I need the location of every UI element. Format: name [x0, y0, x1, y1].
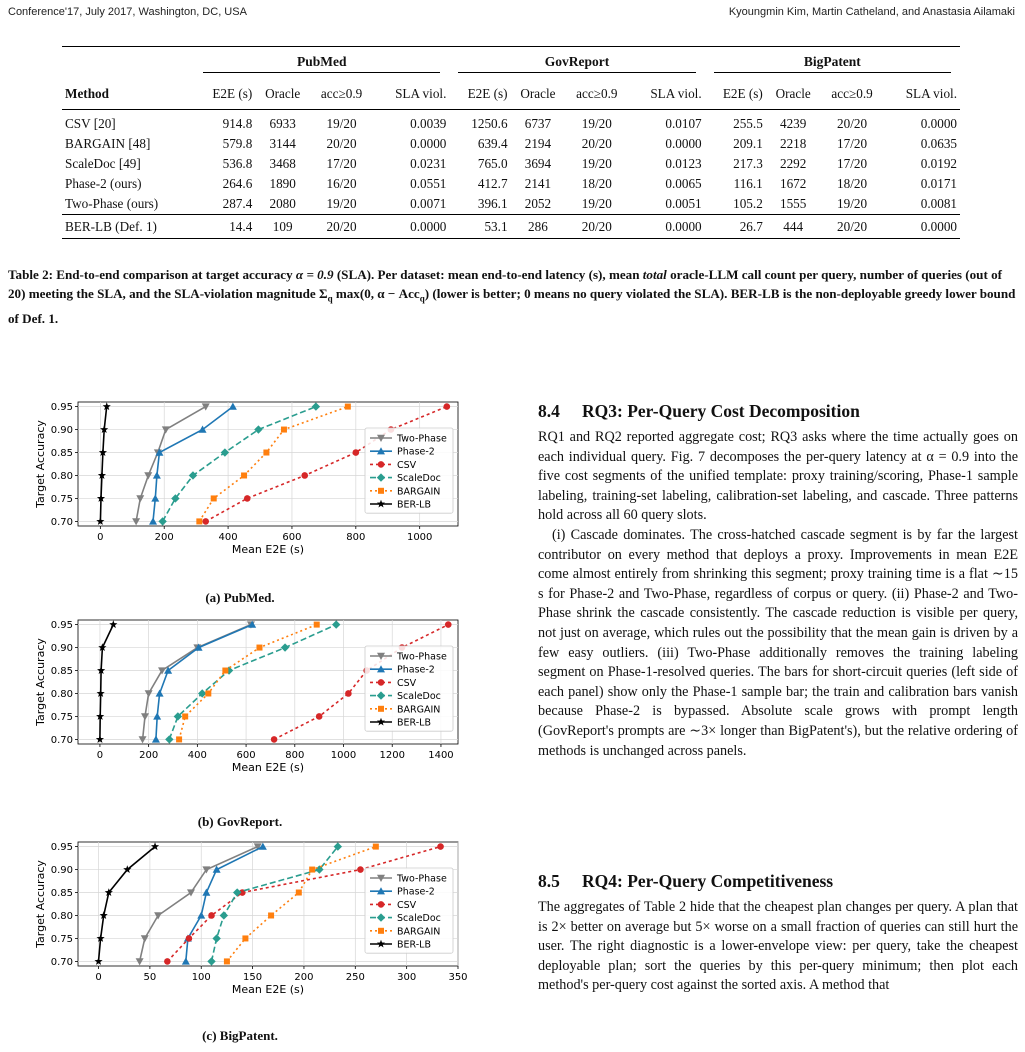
- point-phase-2: [149, 517, 157, 524]
- value-cell: 16/20: [326, 176, 357, 191]
- value-cell: 20/20: [837, 116, 868, 131]
- point-bargain: [182, 713, 188, 719]
- method-cell: BARGAIN [48]: [65, 136, 151, 151]
- value-cell: 536.8: [222, 156, 253, 171]
- point-ber-lb: [109, 620, 117, 628]
- col-e2e: E2E (s): [467, 86, 508, 101]
- point-two-phase: [162, 426, 170, 433]
- value-cell: 287.4: [222, 196, 253, 211]
- value-cell: 19/20: [581, 196, 612, 211]
- value-cell: 0.0000: [410, 136, 447, 151]
- series-line-phase-2: [186, 847, 263, 962]
- col-method: Method: [65, 86, 109, 101]
- section-8-5-body: [538, 898, 1018, 996]
- method-cell: CSV [20]: [65, 116, 116, 131]
- legend-marker: [378, 928, 384, 934]
- x-tick-label: 600: [282, 532, 302, 543]
- value-cell: 2052: [524, 196, 552, 211]
- subcaption-pubmed: (a) PubMed.: [205, 590, 275, 605]
- y-tick-label: 0.80: [50, 910, 73, 922]
- legend-label: BARGAIN: [397, 704, 441, 716]
- point-csv: [164, 958, 171, 965]
- point-bargain: [268, 912, 274, 918]
- subcaption-govreport: (b) GovReport.: [197, 814, 283, 829]
- y-tick-label: 0.85: [50, 448, 73, 460]
- point-scaledoc: [165, 735, 173, 743]
- col-acc: acc≥0.9: [576, 86, 618, 101]
- value-cell: 0.0065: [665, 176, 702, 191]
- table-row: [62, 174, 960, 194]
- col-sla: SLA viol.: [905, 86, 957, 101]
- x-axis-label: Mean E2E (s): [231, 543, 305, 556]
- legend-marker: [378, 706, 384, 712]
- point-two-phase: [139, 736, 147, 743]
- x-tick-label: 200: [154, 532, 174, 543]
- point-two-phase: [154, 912, 162, 919]
- value-cell: 19/20: [326, 196, 357, 211]
- legend-label: Two-Phase: [397, 873, 447, 885]
- point-bargain: [263, 450, 269, 456]
- y-tick-label: 0.70: [50, 734, 73, 746]
- col-sla: SLA viol.: [650, 86, 702, 101]
- point-phase-2: [156, 689, 164, 696]
- point-csv: [445, 621, 452, 628]
- point-phase-2: [229, 403, 237, 410]
- col-e2e: E2E (s): [722, 86, 763, 101]
- y-tick-label: 0.70: [50, 956, 73, 968]
- value-cell: 20/20: [837, 218, 868, 234]
- value-cell: 1672: [779, 176, 807, 191]
- value-cell: 20/20: [581, 218, 612, 234]
- value-cell: 2194: [524, 136, 552, 151]
- y-tick-label: 0.85: [50, 888, 73, 900]
- x-tick-label: 200: [294, 972, 314, 983]
- x-tick-label: 1200: [379, 750, 405, 761]
- point-csv: [353, 449, 360, 456]
- x-tick-label: 600: [236, 750, 256, 761]
- y-tick-label: 0.75: [50, 933, 73, 945]
- point-two-phase: [145, 690, 153, 697]
- point-bargain: [176, 736, 182, 742]
- value-cell: 0.0000: [920, 218, 957, 234]
- section-8-5-heading: 8.5 RQ4: Per-Query Competitiveness: [538, 871, 834, 891]
- point-scaledoc: [198, 689, 206, 697]
- point-bargain: [309, 867, 315, 873]
- value-cell: 209.1: [733, 136, 763, 151]
- x-tick-label: 0: [95, 972, 102, 983]
- value-cell: 1250.6: [471, 116, 508, 131]
- point-scaledoc: [332, 620, 340, 628]
- legend-label: ScaleDoc: [397, 913, 441, 925]
- legend-label: Phase-2: [397, 446, 435, 458]
- point-phase-2: [152, 735, 160, 742]
- table-column-header-row: [62, 79, 960, 110]
- paragraph: RQ1 and RQ2 reported aggregate cost; RQ3 asks where the time actually goes on each individual query. Fig. 7 decomposes the per-query latency at α = 0.9 into the five cost segments of the unified template: proxy training/scoring, Phase-1 sample labeling, training-set labeling, calibration-set labeling, and cascade. Three patterns hold across all 60 query slots.: [538, 429, 1018, 524]
- value-cell: 0.0635: [920, 136, 957, 151]
- group-pubmed: PubMed: [203, 54, 440, 73]
- point-bargain: [345, 404, 351, 410]
- group-bigpatent: BigPatent: [714, 54, 951, 73]
- point-two-phase: [141, 935, 149, 942]
- method-cell: BER-LB (Def. 1): [65, 218, 157, 234]
- value-cell: 444: [783, 218, 804, 234]
- series-line-bargain: [199, 407, 347, 522]
- value-cell: 0.0081: [920, 196, 957, 211]
- value-cell: 0.0000: [665, 136, 702, 151]
- point-two-phase: [132, 518, 140, 525]
- point-phase-2: [153, 712, 161, 719]
- value-cell: 0.0071: [410, 196, 447, 211]
- legend-label: ScaleDoc: [397, 691, 441, 703]
- chart-bigpatent-svg: [20, 836, 480, 1016]
- chart-govreport: [20, 614, 480, 794]
- table-row: [62, 154, 960, 174]
- y-tick-label: 0.75: [50, 493, 73, 505]
- legend-label: Two-Phase: [397, 433, 447, 445]
- method-cell: Phase-2 (ours): [65, 176, 142, 191]
- point-two-phase: [202, 403, 210, 410]
- method-cell: Two-Phase (ours): [65, 196, 159, 211]
- value-cell: 18/20: [837, 176, 868, 191]
- chart-govreport-svg: [20, 614, 480, 794]
- point-bargain: [281, 427, 287, 433]
- value-cell: 412.7: [477, 176, 508, 191]
- section-8-4-body: [538, 428, 1018, 761]
- legend-marker: [378, 901, 385, 908]
- point-csv: [244, 495, 251, 502]
- value-cell: 2218: [779, 136, 807, 151]
- value-cell: 6933: [269, 116, 296, 131]
- point-csv: [444, 403, 451, 410]
- y-tick-label: 0.85: [50, 666, 73, 678]
- series-line-ber-lb: [100, 625, 113, 740]
- x-tick-label: 50: [143, 972, 157, 983]
- x-tick-label: 1400: [428, 750, 454, 761]
- value-cell: 14.4: [229, 218, 253, 234]
- value-cell: 3694: [524, 156, 552, 171]
- point-csv: [271, 736, 278, 743]
- value-cell: 2292: [779, 156, 807, 171]
- series-line-phase-2: [153, 407, 233, 522]
- value-cell: 396.1: [477, 196, 508, 211]
- value-cell: 0.0107: [665, 116, 702, 131]
- x-tick-label: 400: [187, 750, 207, 761]
- point-csv: [316, 713, 323, 720]
- value-cell: 255.5: [733, 116, 763, 131]
- series-line-ber-lb: [100, 407, 106, 522]
- series-line-phase-2: [156, 625, 252, 740]
- y-tick-label: 0.95: [50, 402, 73, 414]
- col-oracle: Oracle: [265, 86, 301, 101]
- x-tick-label: 1000: [406, 532, 433, 543]
- y-tick-label: 0.75: [50, 711, 73, 723]
- point-bargain: [314, 622, 320, 628]
- section-8-4-heading: 8.4 RQ3: Per-Query Cost Decomposition: [538, 401, 860, 421]
- y-tick-label: 0.90: [50, 865, 73, 877]
- running-header-left: Conference'17, July 2017, Washington, DC, USA: [8, 6, 247, 18]
- value-cell: 0.0000: [410, 218, 447, 234]
- legend-label: Two-Phase: [397, 651, 447, 663]
- chart-bigpatent: [20, 836, 480, 1016]
- point-bargain: [211, 495, 217, 501]
- series-line-scaledoc: [169, 625, 336, 740]
- y-tick-label: 0.80: [50, 688, 73, 700]
- point-bargain: [241, 472, 247, 478]
- col-oracle: Oracle: [775, 86, 811, 101]
- col-acc: acc≥0.9: [320, 86, 363, 101]
- table-caption: Table 2: End-to-end comparison at target accuracy α = 0.9 (SLA). Per dataset: mean end-to-end latency (s), mean total oracle-LLM call count per query, number of queries (out of 20) meeting the SLA, and the SLA-violation magnitude $\Sigma_q$ max(0, α − Acc$_q$) (lower is better; 0 means no query violated the SLA). BER-LB is the non-deployable greedy lower bound of Def. 1.: [8, 267, 1016, 326]
- y-tick-label: 0.95: [50, 842, 73, 854]
- series-line-scaledoc: [212, 847, 338, 962]
- point-bargain: [256, 645, 262, 651]
- series-line-scaledoc: [163, 407, 316, 522]
- col-e2e: E2E (s): [212, 86, 253, 101]
- chart-pubmed-svg: [20, 396, 480, 576]
- point-two-phase: [136, 958, 144, 965]
- table-row: [62, 134, 960, 154]
- y-tick-label: 0.70: [50, 516, 73, 528]
- x-tick-label: 800: [346, 532, 366, 543]
- legend-label: BARGAIN: [397, 486, 441, 498]
- point-csv: [357, 866, 364, 873]
- legend-label: BARGAIN: [397, 926, 441, 938]
- value-cell: 765.0: [477, 156, 508, 171]
- point-phase-2: [197, 911, 205, 918]
- value-cell: 1890: [269, 176, 296, 191]
- value-cell: 914.8: [222, 116, 253, 131]
- point-csv: [345, 690, 352, 697]
- value-cell: 0.0051: [665, 196, 702, 211]
- value-cell: 3144: [269, 136, 296, 151]
- value-cell: 105.2: [733, 196, 763, 211]
- point-csv: [301, 472, 308, 479]
- value-cell: 0.0551: [410, 176, 447, 191]
- subcaption-bigpatent: (c) BigPatent.: [202, 1028, 278, 1043]
- point-phase-2: [153, 471, 161, 478]
- value-cell: 19/20: [837, 196, 868, 211]
- point-scaledoc: [212, 934, 220, 942]
- legend-label: ScaleDoc: [397, 473, 441, 485]
- value-cell: 0.0231: [410, 156, 447, 171]
- legend-marker: [378, 461, 385, 468]
- value-cell: 217.3: [733, 156, 763, 171]
- value-cell: 19/20: [581, 116, 612, 131]
- legend-label: CSV: [397, 899, 417, 911]
- value-cell: 17/20: [326, 156, 357, 171]
- col-oracle: Oracle: [520, 86, 556, 101]
- legend-marker: [378, 488, 384, 494]
- x-tick-label: 1000: [330, 750, 357, 761]
- series-line-ber-lb: [99, 847, 156, 962]
- results-table: [62, 46, 960, 239]
- legend-label: BER-LB: [397, 717, 431, 729]
- table-row: [62, 194, 960, 215]
- x-tick-label: 200: [139, 750, 159, 761]
- value-cell: 17/20: [837, 136, 868, 151]
- legend-label: Phase-2: [397, 664, 435, 676]
- point-scaledoc: [220, 911, 228, 919]
- col-acc: acc≥0.9: [831, 86, 873, 101]
- point-two-phase: [144, 472, 152, 479]
- x-tick-label: 0: [97, 532, 104, 543]
- x-tick-label: 400: [218, 532, 238, 543]
- x-axis-label: Mean E2E (s): [231, 761, 305, 774]
- point-scaledoc: [281, 643, 289, 651]
- series-line-two-phase: [136, 407, 206, 522]
- x-tick-label: 250: [345, 972, 365, 983]
- legend-marker: [378, 679, 385, 686]
- point-two-phase: [141, 713, 149, 720]
- x-tick-label: 300: [397, 972, 417, 983]
- x-tick-label: 800: [285, 750, 305, 761]
- running-header-right: Kyoungmin Kim, Martin Catheland, and Anastasia Ailamaki: [728, 6, 1015, 18]
- x-tick-label: 100: [191, 972, 211, 983]
- table-group-header-row: [62, 47, 960, 80]
- value-cell: 1555: [779, 196, 807, 211]
- x-tick-label: 350: [448, 972, 468, 983]
- point-two-phase: [136, 495, 144, 502]
- series-line-two-phase: [143, 625, 251, 740]
- value-cell: 0.0000: [920, 116, 957, 131]
- value-cell: 0.0171: [920, 176, 957, 191]
- point-scaledoc: [158, 517, 166, 525]
- point-bargain: [222, 668, 228, 674]
- x-tick-label: 150: [243, 972, 263, 983]
- legend-label: BER-LB: [397, 939, 431, 951]
- point-bargain: [296, 890, 302, 896]
- point-phase-2: [182, 957, 190, 964]
- value-cell: 2080: [269, 196, 296, 211]
- value-cell: 0.0192: [920, 156, 957, 171]
- y-tick-label: 0.90: [50, 643, 73, 655]
- y-axis-label: Target Accuracy: [34, 860, 47, 948]
- value-cell: 19/20: [581, 156, 612, 171]
- value-cell: 6737: [524, 116, 552, 131]
- value-cell: 19/20: [326, 116, 357, 131]
- value-cell: 18/20: [581, 176, 612, 191]
- point-csv: [186, 935, 193, 942]
- table-row-ber-lb: [62, 215, 960, 239]
- value-cell: 20/20: [326, 218, 357, 234]
- value-cell: 116.1: [733, 176, 763, 191]
- point-csv: [208, 912, 215, 919]
- value-cell: 4239: [779, 116, 807, 131]
- value-cell: 20/20: [326, 136, 357, 151]
- value-cell: 20/20: [581, 136, 612, 151]
- value-cell: 0.0039: [410, 116, 447, 131]
- point-bargain: [196, 518, 202, 524]
- series-line-bargain: [227, 847, 376, 962]
- legend-label: CSV: [397, 459, 417, 471]
- legend-label: Phase-2: [397, 886, 435, 898]
- value-cell: 286: [528, 218, 548, 234]
- chart-pubmed: [20, 396, 480, 576]
- x-tick-label: 0: [96, 750, 104, 761]
- value-cell: 639.4: [477, 136, 508, 151]
- point-bargain: [373, 844, 379, 850]
- method-cell: ScaleDoc [49]: [65, 156, 141, 171]
- value-cell: 0.0123: [665, 156, 702, 171]
- point-csv: [437, 843, 444, 850]
- col-sla: SLA viol.: [395, 86, 447, 101]
- value-cell: 264.6: [222, 176, 253, 191]
- y-tick-label: 0.80: [50, 470, 73, 482]
- value-cell: 26.7: [739, 218, 763, 234]
- value-cell: 2141: [524, 176, 552, 191]
- y-tick-label: 0.95: [50, 620, 73, 632]
- value-cell: 3468: [269, 156, 296, 171]
- value-cell: 53.1: [484, 218, 508, 234]
- point-phase-2: [151, 494, 159, 501]
- value-cell: 109: [272, 218, 293, 234]
- value-cell: 17/20: [837, 156, 868, 171]
- value-cell: 0.0000: [665, 218, 702, 234]
- legend-label: CSV: [397, 677, 417, 689]
- point-csv: [202, 518, 209, 525]
- value-cell: 579.8: [222, 136, 253, 151]
- paragraph: (i) Cascade dominates. The cross-hatched cascade segment is by far the largest contributor on every method that deploys a proxy. Improvements in mean E2E come almost entirely from shrinking this segment; proxy training time is a flat ∼15 s for Phase-2 and Two-Phase, regardless of corpus or query. (ii) Phase-2 and Two-Phase shrink the cascade consistently. The cascade reduction is visible per query, not just on average, which rules out the possibility that the mean gain is driven by a few easy outliers. (iii) Two-Phase additionally removes the training labeling segment on Phase-1-resolved queries. The bars for short-circuit queries (left side of each panel) show only the Phase-1 sample bar; the train and calibration bars vanish because Phase-2 is bypassed. Absolute scale grows with prompt length (GovReport's prompts are ∼3× longer than BigPatent's), but the relative ordering of methods is unchanged across panels.: [538, 526, 1018, 759]
- table-body: [62, 110, 960, 215]
- y-axis-label: Target Accuracy: [34, 638, 47, 726]
- group-govreport: GovReport: [458, 54, 695, 73]
- y-axis-label: Target Accuracy: [34, 420, 47, 508]
- y-tick-label: 0.90: [50, 425, 73, 437]
- point-bargain: [224, 958, 230, 964]
- table-row: [62, 110, 960, 135]
- point-phase-2: [202, 889, 210, 896]
- legend-label: BER-LB: [397, 499, 431, 511]
- point-bargain: [242, 935, 248, 941]
- point-scaledoc: [207, 957, 215, 965]
- x-axis-label: Mean E2E (s): [231, 983, 305, 996]
- paragraph: The aggregates of Table 2 hide that the cheapest plan changes per query. A plan that is 2× better on average but 5× worse on a small fraction of queries can still hurt the user. The right diagnostic is a lower-envelope view: per query, take the cheapest deployable plan; sort the queries by this per-query minimum; then plot each method's per-query cost against the sorted axis. A method that: [538, 899, 1018, 994]
- point-scaledoc: [312, 402, 320, 410]
- point-bargain: [205, 690, 211, 696]
- point-scaledoc: [233, 888, 241, 896]
